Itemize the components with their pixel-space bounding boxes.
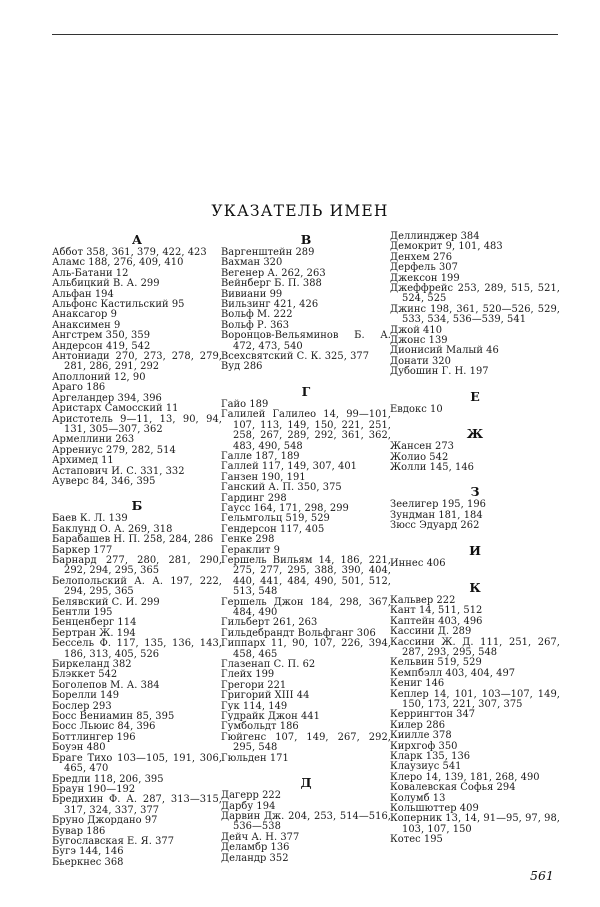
- section-gap: [390, 378, 560, 389]
- index-entry: Кениг 146: [390, 678, 445, 690]
- index-entry: Борелли 149: [52, 690, 120, 702]
- section-gap: [390, 473, 560, 484]
- index-entry: Деламбр 136: [221, 842, 290, 854]
- index-entry: Килер 286: [390, 719, 446, 731]
- index-entry: Кларк 135, 136: [390, 751, 471, 763]
- index-entry: Бредли 118, 206, 395: [52, 773, 164, 785]
- index-entry: Кельвин 519, 529: [390, 657, 482, 669]
- index-entry: Зундман 181, 184: [390, 509, 483, 521]
- index-entry: Гендерсон 117, 405: [221, 523, 325, 535]
- index-entry: Барнард 277, 280, 281, 290, 292, 294, 295, 365: [52, 554, 222, 577]
- index-entry: Аббот 358, 361, 379, 422, 423: [52, 247, 207, 258]
- section-gap: [390, 569, 560, 580]
- section-letter: И: [469, 542, 481, 558]
- index-entry: Гайо 189: [221, 398, 269, 410]
- section-gap: [390, 532, 560, 543]
- index-entry: Антониади 270, 273, 278, 279, 281, 286, 291, 292: [52, 351, 222, 373]
- index-entry: Коперник 13, 14, 91—95, 97, 98, 103, 107, 150: [390, 813, 560, 835]
- index-entry: Анаксимен 9: [52, 319, 121, 331]
- section-letter: К: [469, 579, 481, 595]
- index-entry: Джексон 199: [390, 272, 460, 284]
- section-letter: Б: [131, 498, 143, 514]
- index-entry: Денхем 276: [390, 251, 453, 263]
- index-entry: Глазенап С. П. 62: [221, 659, 316, 671]
- index-entry: Бредихин Ф. А. 287, 313—315, 317, 324, 337, 377: [52, 794, 222, 816]
- index-column-3: [390, 232, 560, 846]
- index-entry: Жансен 273: [390, 441, 455, 453]
- index-entry: Бессель Ф. 117, 135, 136, 143, 186, 313, 405, 526: [52, 638, 222, 660]
- index-entry: Дионисий Малый 46: [390, 345, 499, 357]
- index-entry: Всехсвятский С. К. 325, 377: [221, 351, 370, 363]
- index-entry: Браун 190—192: [52, 783, 136, 795]
- index-entry: Котес 195: [390, 834, 443, 846]
- index-entry: Галилей Галилео 14, 99—101, 107, 113, 149, 150, 221, 251, 258, 267, 289, 292, 361, 362, 483, 490, 548: [221, 409, 391, 452]
- index-entry: Аристарх Самосский 11: [52, 403, 179, 415]
- index-entry: Кемпбэлл 403, 404, 497: [390, 667, 516, 679]
- index-entry: Генке 298: [221, 534, 275, 546]
- index-entry: Ковалевская Софья 294: [390, 782, 516, 794]
- index-entry: Архимед 11: [52, 455, 114, 467]
- index-entry: Бертран Ж. 194: [52, 627, 136, 639]
- index-entry: Гаусс 164, 171, 298, 299: [221, 502, 349, 514]
- section-letter: З: [470, 484, 480, 500]
- index-entry: Джонс 139: [390, 335, 448, 347]
- index-entry: Ангстрем 350, 359: [52, 330, 151, 342]
- section-gap: [221, 764, 391, 775]
- index-entry: Клаузиус 541: [390, 761, 462, 773]
- index-entry: Альфонс Кастильский 95: [52, 299, 185, 311]
- index-entry: Донати 320: [390, 355, 451, 367]
- index-entry: Баев К. Л. 139: [52, 513, 128, 525]
- index-entry: Кольшюттер 409: [390, 803, 479, 815]
- index-entry: Дейч А. Н. 377: [221, 831, 300, 843]
- section-letter: Ж: [466, 426, 484, 442]
- index-entry: Демокрит 9, 101, 483: [390, 241, 503, 253]
- index-entry: Гюйгенс 107, 149, 267, 292, 295, 548: [221, 731, 391, 754]
- index-entry: Каптейн 403, 496: [390, 615, 483, 627]
- index-entry: Деландр 352: [221, 852, 289, 864]
- index-entry: Боуэн 480: [52, 742, 106, 754]
- page-number: 561: [530, 868, 554, 883]
- index-entry: Кальвер 222: [390, 594, 456, 606]
- index-entry: Гераклит 9: [221, 544, 281, 556]
- index-entry: Грегори 221: [221, 679, 287, 691]
- index-entry: Джинс 198, 361, 520—526, 529, 533, 534, 536—539, 541: [390, 303, 560, 326]
- index-entry: Барабашев Н. П. 258, 284, 286: [52, 534, 214, 546]
- index-entry: Араго 186: [52, 382, 106, 394]
- index-entry: Армеллини 263: [52, 434, 135, 446]
- index-entry: Браге Тихо 103—105, 191, 306, 465, 470: [52, 752, 222, 775]
- index-entry: Жолли 145, 146: [390, 461, 474, 473]
- index-entry: Гильберт 261, 263: [221, 617, 318, 629]
- index-entry: Аррениус 279, 282, 514: [52, 444, 176, 456]
- index-entry: Деллинджер 384: [390, 231, 480, 242]
- index-entry: Гершель Джон 184, 298, 367, 484, 490: [221, 596, 391, 618]
- index-entry: Гершель Вильям 14, 186, 221, 275, 277, 295, 388, 390, 404, 440, 441, 484, 490, 501, 512, 513, 548: [221, 554, 391, 598]
- index-entry: Гук 114, 149: [221, 700, 288, 712]
- index-entry: Альфан 194: [52, 288, 114, 300]
- index-entry: Блэккет 542: [52, 669, 118, 681]
- index-entry: Вегенер А. 262, 263: [221, 267, 326, 279]
- index-entry: Вольф М. 222: [221, 309, 293, 321]
- section-letter: В: [300, 232, 312, 247]
- index-entry: Кеплер 14, 101, 103—107, 149, 150, 173, 221, 307, 375: [390, 688, 560, 710]
- index-entry: Варгенштейн 289: [221, 247, 315, 258]
- section-letter: Г: [301, 383, 311, 399]
- index-entry: Дарвин Дж. 204, 253, 514—516, 536—538: [221, 810, 391, 833]
- index-entry: Анаксагор 9: [52, 309, 117, 321]
- index-entry: Баклунд О. А. 269, 318: [52, 523, 173, 535]
- index-entry: Аламс 188, 276, 409, 410: [52, 257, 184, 269]
- index-entry: Вольф Р. 363: [221, 319, 290, 331]
- index-entry: Бугославская Е. Я. 377: [52, 835, 175, 847]
- section-gap: [390, 415, 560, 426]
- index-entry: Колумб 13: [390, 792, 446, 804]
- index-entry: Воронцов-Вельяминов Б. А. 472, 473, 540: [221, 330, 391, 352]
- index-entry: Григорий XIII 44: [221, 690, 310, 702]
- index-column-2: [221, 232, 391, 864]
- index-entry: Зюсс Эдуард 262: [390, 520, 480, 532]
- index-entry: Босс Вениамин 85, 395: [52, 711, 175, 723]
- index-entry: Боттлингер 196: [52, 731, 136, 743]
- index-entry: Гардинг 298: [221, 492, 287, 504]
- index-entry: Баркер 177: [52, 544, 113, 556]
- index-entry: Белопольский А. А. 197, 222, 294, 295, 365: [52, 575, 222, 598]
- index-entry: Глейх 199: [221, 669, 275, 681]
- index-entry: Кирхгоф 350: [390, 740, 458, 752]
- index-entry: Бослер 293: [52, 700, 112, 712]
- index-entry: Биркеланд 382: [52, 659, 132, 671]
- top-rule: [52, 34, 558, 35]
- index-entry: Дерфель 307: [390, 262, 458, 274]
- index-entry: Ганский А. П. 350, 375: [221, 482, 342, 494]
- index-entry: Джой 410: [390, 324, 443, 336]
- index-entry: Дагерр 222: [221, 790, 282, 802]
- section-gap: [221, 373, 391, 384]
- index-entry: Бентли 195: [52, 607, 113, 618]
- index-entry: Иннес 406: [390, 557, 446, 569]
- index-entry: Ауверс 84, 346, 395: [52, 475, 156, 487]
- index-entry: Гудрайк Джон 441: [221, 711, 320, 723]
- section-gap: [52, 487, 222, 498]
- index-entry: Клеро 14, 139, 181, 268, 490: [390, 771, 540, 783]
- index-entry: Дарбу 194: [221, 800, 276, 812]
- index-entry: Бьеркнес 368: [52, 856, 124, 868]
- section-letter: Е: [470, 388, 480, 404]
- index-entry: Ганзен 190, 191: [221, 471, 306, 483]
- index-entry: Вейнберг Б. П. 388: [221, 278, 322, 290]
- index-entry: Вивиани 99: [221, 288, 283, 300]
- index-entry: Аргеландер 394, 396: [52, 392, 162, 404]
- index-entry: Вильзинг 421, 426: [221, 299, 319, 311]
- index-entry: Аль-Батани 12: [52, 267, 129, 279]
- index-entry: Вуд 286: [221, 361, 263, 373]
- index-entry: Боголепов М. А. 384: [52, 679, 160, 691]
- index-entry: Вахман 320: [221, 257, 283, 269]
- index-entry: Киилле 378: [390, 730, 452, 742]
- index-entry: Дубошин Г. Н. 197: [390, 366, 489, 378]
- index-entry: Галлей 117, 149, 307, 401: [221, 461, 358, 473]
- index-entry: Гюльден 171: [221, 752, 289, 764]
- index-entry: Кассини Ж. Д. 111, 251, 267, 287, 293, 295, 548: [390, 636, 560, 658]
- index-entry: Жолио 542: [390, 451, 449, 463]
- section-letter: Д: [300, 775, 312, 791]
- index-entry: Бувар 186: [52, 825, 106, 837]
- index-entry: Гиппарх 11, 90, 107, 226, 394, 458, 465: [221, 638, 391, 660]
- index-entry: Евдокс 10: [390, 403, 443, 415]
- index-entry: Белявский С. И. 299: [52, 596, 160, 608]
- index-entry: Аполлоний 12, 90: [52, 371, 146, 383]
- index-column-1: [52, 232, 222, 868]
- index-entry: Бугэ 144, 146: [52, 846, 124, 858]
- index-entry: Гельмгольц 519, 529: [221, 513, 330, 525]
- index-entry: Андерсон 419, 542: [52, 340, 151, 352]
- index-entry: Астапович И. С. 331, 332: [52, 465, 185, 477]
- index-entry: Зеелигер 195, 196: [390, 499, 486, 511]
- index-entry: Гильдебрандт Вольфганг 306: [221, 627, 376, 639]
- page-title: УКАЗАТЕЛЬ ИМЕН: [211, 202, 389, 220]
- index-entry: Альбицкий В. А. 299: [52, 278, 160, 290]
- index-entry: Кассини Д. 289: [390, 626, 472, 638]
- index-entry: Бенценберг 114: [52, 617, 137, 629]
- index-entry: Босс Льюис 84, 396: [52, 721, 156, 733]
- index-entry: Бруно Джордано 97: [52, 815, 158, 827]
- section-letter: А: [131, 232, 143, 247]
- index-entry: Аристотель 9—11, 13, 90, 94, 131, 305—307, 362: [52, 413, 222, 435]
- index-entry: Гумбольдт 186: [221, 721, 299, 733]
- index-entry: Кант 14, 511, 512: [390, 605, 483, 617]
- index-entry: Галле 187, 189: [221, 450, 300, 462]
- index-entry: Джеффрейс 253, 289, 515, 521, 524, 525: [390, 283, 560, 305]
- index-entry: Керрингтон 347: [390, 709, 476, 721]
